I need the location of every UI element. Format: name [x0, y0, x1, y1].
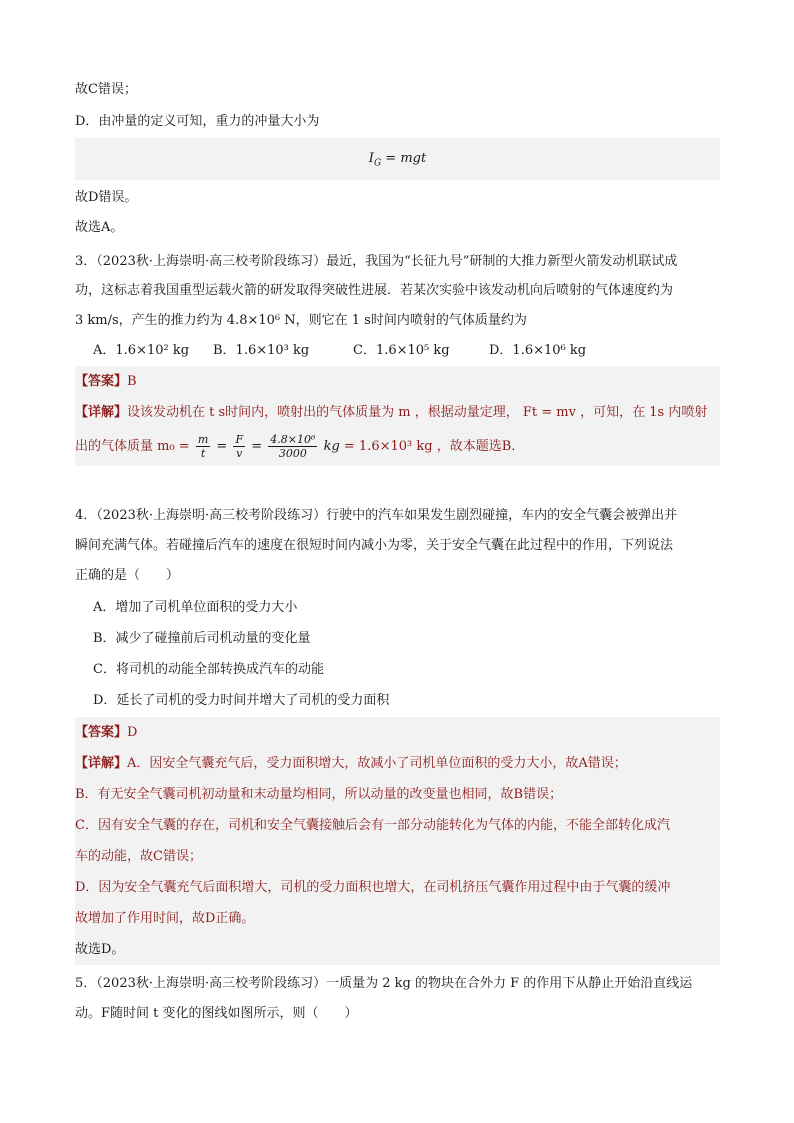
option-b: B．1.6×10³ kg [213, 343, 310, 358]
answer-box-q3 [75, 366, 720, 397]
question-4-line: 4．（2023秋·上海崇明·高三校考阶段练习）行驶中的汽车如果发生剧烈碰撞，车内的安全气囊会被弹出并 [75, 508, 678, 523]
frac-den: v [236, 447, 243, 460]
option-c: C．将司机的动能全部转换成汽车的动能 [93, 662, 324, 677]
fraction [233, 433, 245, 460]
text-line: 故C错误； [75, 82, 137, 97]
answer-value: B [127, 374, 137, 389]
frac-num: 4.8×10⁶ [270, 433, 316, 446]
option-d: D．1.6×10⁶ kg [489, 343, 587, 358]
frac-num: m [197, 433, 209, 446]
detail-text: 出的气体质量 m₀ = [75, 439, 190, 454]
answer-value: D [127, 725, 138, 740]
question-3-line: 3．（2023秋·上海崇明·高三校考阶段练习）最近，我国为“长征九号”研制的大推力新型火箭发动机联试成 [75, 254, 678, 269]
detail-tag: 【详解】 [75, 756, 128, 771]
question-3-line: 功，这标志着我国重型运载火箭的研发取得突破性进展．若某次实验中该发动机向后喷射的气体速度约为 [75, 283, 674, 298]
answer-tag: 【答案】 [75, 725, 128, 740]
option-d: D．延长了司机的受力时间并增大了司机的受力面积 [93, 693, 390, 708]
detail-q4-choose: 故选D。 [75, 934, 720, 965]
detail-q4-d1: D．因为安全气囊充气后面积增大，司机的受力面积也增大，在司机挤压气囊作用过程中由于气囊的缓冲 [75, 872, 720, 903]
formula-text: $I_G$ = mgt [368, 151, 427, 169]
question-4-line: 正确的是（ ） [75, 568, 180, 583]
option-b: B．减少了碰撞前后司机动量的变化量 [93, 631, 311, 646]
option-c: C．1.6×10⁵ kg [353, 343, 450, 358]
detail-q4 [75, 748, 720, 779]
detail-text: = 1.6×10³ kg ，故本题选B． [343, 439, 525, 454]
detail-tag: 【详解】 [75, 405, 128, 420]
detail-text: A．因安全气囊充气后，受力面积增大，故减小了司机单位面积的受力大小，故A错误； [127, 756, 627, 771]
frac-den: 3000 [278, 447, 307, 460]
option-a: A．增加了司机单位面积的受力大小 [93, 600, 298, 615]
detail-q4-d2: 故增加了作用时间，故D正确。 [75, 903, 720, 934]
detail-q4-b: B．有无安全气囊司机初动量和末动量均相同，所以动量的改变量也相同，故B错误； [75, 779, 720, 810]
unit-kg: kg [323, 439, 340, 454]
question-5-line: 动。F随时间 t 变化的图线如图所示，则（ ） [75, 1006, 358, 1021]
detail-q4-c1: C．因有安全气囊的存在，司机和安全气囊接触后会有一部分动能转化为气体的内能，不能全部转化成汽 [75, 810, 720, 841]
question-4-line: 瞬间充满气体。若碰撞后汽车的速度在很短时间内减小为零，关于安全气囊在此过程中的作用，下列说法 [75, 538, 674, 553]
fraction [268, 433, 317, 460]
question-3-line: 3 km/s，产生的推力约为 4.8×10⁶ N，则它在 1 s时间内喷射的气体质量约为 [75, 313, 527, 328]
text-line: 故选A。 [75, 220, 124, 235]
question-5-line: 5．（2023秋·上海崇明·高三校考阶段练习）一质量为 2 kg 的物块在合外力 F 的作用下从静止开始沿直线运 [75, 976, 693, 991]
frac-num: F [235, 433, 244, 446]
answer-tag: 【答案】 [75, 374, 128, 389]
detail-q4-c2: 车的动能，故C错误； [75, 841, 720, 872]
frac-den: t [200, 447, 206, 460]
formula-impulse [75, 138, 720, 180]
option-a: A．1.6×10² kg [93, 343, 190, 358]
fraction [196, 433, 210, 460]
answer-box-q4 [75, 717, 720, 748]
question-3-options [75, 335, 720, 366]
detail-q3 [75, 397, 720, 428]
detail-text: 设该发动机在 t s时间内，喷射出的气体质量为 m ，根据动量定理， Ft = mv ，可知，在 1s 内喷射 [127, 405, 708, 420]
detail-q3-formula: 出的气体质量 m₀ = $\frac{m}{t}$ = $\frac{F}{v}$ = $\frac{\text{4.8×10⁶}}{3000}$ kg = 1.6×10³ kg ，故本题选B． [75, 428, 720, 466]
text-line: 故D错误。 [75, 190, 138, 205]
text-line: D．由冲量的定义可知，重力的冲量大小为 [75, 114, 320, 129]
